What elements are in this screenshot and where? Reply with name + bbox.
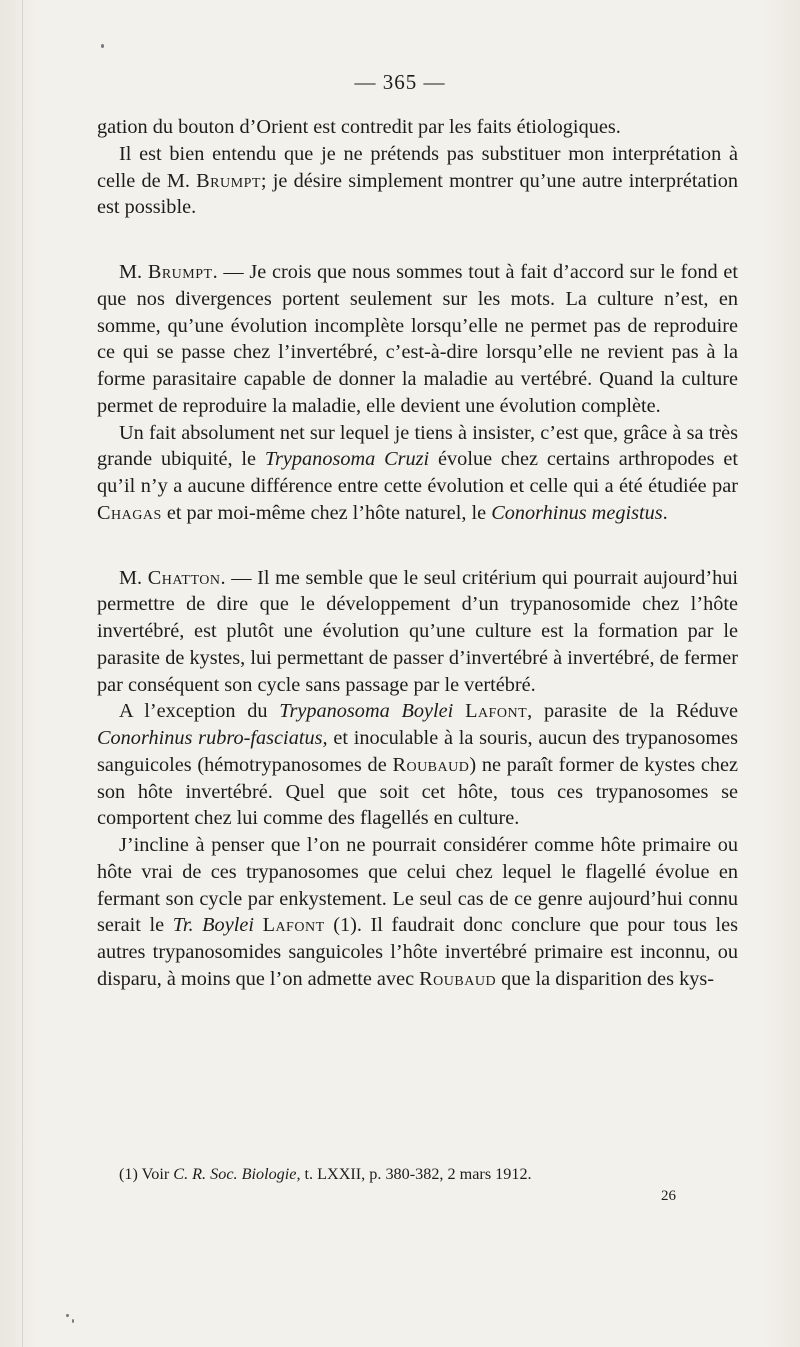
italic-term: Trypanosoma Cruzi — [264, 448, 430, 471]
italic-term: Conorhinus rubro-fasciatus, — [97, 727, 328, 749]
text-run: ) ne paraît former de kystes chez son hôte invertébré. Quel que soit cet hôte, tous ces trypanosomes se comportent chez lui comme des flagellés en culture. — [97, 753, 738, 830]
text-run: M. — [119, 566, 148, 589]
author-name: Brumpt — [196, 169, 261, 192]
page-number: — 365 — — [354, 70, 446, 94]
paragraph-primary-host — [97, 832, 738, 993]
text-run: et inoculable à la souris, aucun des trypanosomes sanguicoles (hémotrypanosomes de — [97, 727, 739, 776]
paragraph-chatton-reply — [97, 565, 738, 699]
author-name: Lafont — [262, 914, 325, 937]
author-name: Brumpt — [147, 261, 213, 283]
italic-term: Conorhinus megistus — [491, 501, 663, 524]
text-run: que la disparition des kys- — [496, 967, 715, 990]
text-run: , parasite de la Réduve — [527, 700, 738, 723]
author-name: Chagas — [97, 501, 162, 524]
paragraph-continuation — [97, 114, 738, 141]
author-name: Roubaud — [419, 967, 497, 990]
text-run: . — [662, 501, 668, 524]
paragraph-brumpt-reply — [97, 259, 738, 420]
text-run: (1). Il faudrait donc conclure que pour tous les autres trypanosomides sanguicoles l’hôte invertébré primaire est inconnu, ou disparu, à moins que l’on admette avec — [97, 914, 739, 990]
author-name: Lafont — [465, 700, 528, 723]
text-run: ; je désire simplement montrer qu’une autre interprétation est possible. — [97, 169, 739, 219]
text-run: J’incline à penser que l’on ne pourrait considérer comme hôte primaire ou hôte vrai de ces trypanosomes que celui chez lequel le flagellé évolue en fermant son cycle par enkystement. Le seul cas de ce genre aujourd’hui connu serait le — [97, 834, 738, 937]
paragraph-trypanosoma-boylei — [97, 698, 738, 832]
footnote — [119, 1163, 532, 1185]
italic-term: Trypanosoma Boylei — [279, 700, 454, 723]
text-run — [453, 700, 465, 722]
text-run: . — Je crois que nous sommes tout à fait d’accord sur le fond et que nos divergences portent seulement sur les mots. La culture n’est, en somme, qu’une évolution incomplète lorsqu’elle ne permet pas de reproduire ce qui se passe chez l’invertébré, c’est-à-dire lorsqu’elle ne revient pas à la forme parasitaire capable de donner la maladie au vertébré. Quand la culture permet de reproduire la maladie, elle devient une évolution complète. — [97, 261, 738, 417]
italic-term: C. R. Soc. Biologie, — [173, 1165, 301, 1183]
text-run: et par moi-même chez l’hôte naturel, le — [161, 501, 492, 524]
text-run: évolue chez certains arthropodes et qu’il n’y a aucune différence entre cette évolution et celle qui a été étudiée par — [97, 448, 738, 497]
text-run: . — Il me semble que le seul critérium qui pourrait aujourd’hui permettre de dire que le développement d’un trypanosomide chez l’hôte invertébré, est plutôt une évolution qu’une culture est la formation par le parasite de kystes, lui permettant de passer d’invertébré à invertébré, de fermer par conséquent son cycle sans passage par le vertébré. — [97, 566, 738, 696]
author-name: Roubaud — [392, 753, 470, 776]
signature-mark: 26 — [661, 1188, 676, 1204]
body-text — [97, 114, 738, 993]
author-name: Chatton — [147, 566, 221, 589]
text-run: t. LXXII, p. 380-382, 2 mars 1912. — [300, 1165, 532, 1183]
text-run — [254, 914, 263, 936]
paragraph-trypanosoma-cruzi — [97, 420, 738, 527]
text-run: Un fait absolument net sur lequel je tiens à insister, c’est que, grâce à sa très grande ubiquité, le — [97, 421, 738, 471]
page-edge-shadow — [22, 0, 23, 1347]
text-run: A l’exception du — [119, 700, 280, 723]
paragraph-interpretation — [97, 141, 738, 221]
text-run: Il est bien entendu que je ne prétends pas substituer mon interprétation à celle de M. — [97, 142, 738, 192]
italic-term: Tr. Boylei — [172, 914, 254, 937]
text-run: (1) Voir — [119, 1165, 174, 1183]
text-run: M. — [119, 261, 148, 283]
text-run: gation du bouton d’Orient est contredit par les faits étiologiques. — [97, 116, 621, 138]
